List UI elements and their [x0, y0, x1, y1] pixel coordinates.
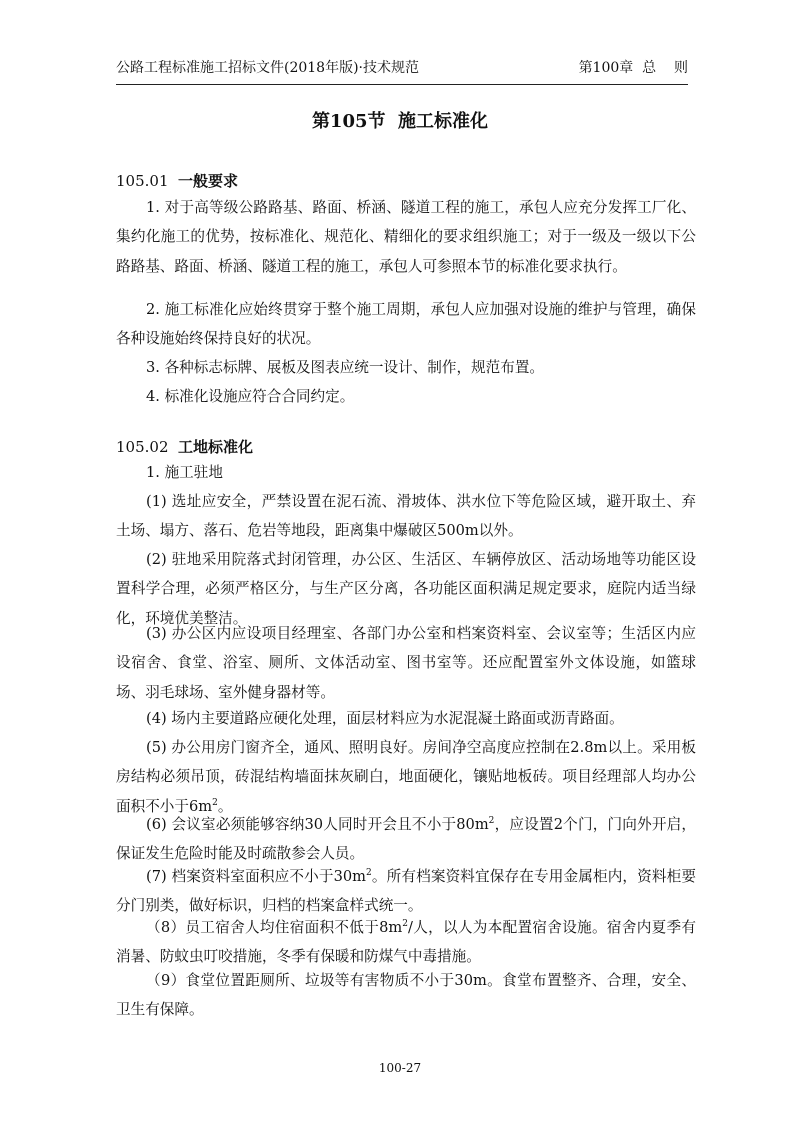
superscript: 2 [366, 868, 372, 879]
paragraph: 3. 各种标志标牌、展板及图表应统一设计、制作，规范布置。 [146, 359, 545, 376]
superscript: 2 [212, 797, 218, 808]
subheading: 1. 施工驻地 [146, 464, 223, 481]
header-document-title: 公路工程标准施工招标文件(2018年版)·技术规范 [116, 60, 420, 76]
paragraph: 1. 对于高等级公路路基、路面、桥涵、隧道工程的施工，承包人应充分发挥工厂化、集约化施工的优势，按标准化、规范化、精细化的要求组织施工；对于一级及一级以下公路路基、路面、桥涵、隧道工程的施工，承包人可参照本节的标准化要求执行。 [116, 199, 696, 275]
paragraph: （8）员工宿舍人均住宿面积不低于$8m^2/$人，以人为本配置宿舍设施。宿舍内夏季有消暑、防蚊虫叮咬措施，冬季有保暖和防煤气中毒措施。 [116, 919, 696, 966]
paragraph: (4) 场内主要道路应硬化处理，面层材料应为水泥混凝土路面或沥青路面。 [146, 710, 624, 727]
paragraph: (7) 档案资料室面积应不小于$30m^2$。所有档案资料宜保存在专用金属柜内，资料柜要分门别类，做好标识，归档的档案盒样式统一。 [116, 868, 696, 915]
section-number: 105.02 [116, 438, 169, 456]
paragraph: (1) 选址应安全，严禁设置在泥石流、滑坡体、洪水位下等危险区域，避开取土、弃土场、塌方、落石、危岩等地段，距离集中爆破区500m以外。 [116, 493, 696, 540]
section-heading-105-01 [116, 170, 238, 192]
paragraph: (5) 办公用房门窗齐全，通风、照明良好。房间净空高度应控制在2.8m以上。采用板房结构必须吊顶，砖混结构墙面抹灰刷白，地面硬化，镶贴地板砖。项目经理部人均办公面积不小于$6m^2$。 [116, 739, 696, 815]
header-chapter: 第100章 总 则 [578, 60, 688, 76]
paragraph: 4. 标准化设施应符合合同约定。 [146, 388, 355, 405]
paragraph: (2) 驻地采用院落式封闭管理，办公区、生活区、车辆停放区、活动场地等功能区设置科学合理，必须严格区分，与生产区分离，各功能区面积满足规定要求，庭院内适当绿化，环境优美整洁。 [116, 551, 696, 627]
paragraph: （9）食堂位置距厕所、垃圾等有害物质不小于30m。食堂布置整齐、合理，安全、卫生有保障。 [116, 972, 696, 1019]
section-heading-105-02 [116, 436, 253, 458]
header-divider [116, 84, 688, 85]
section-name: 工地标准化 [178, 438, 254, 456]
section-number: 105.01 [116, 172, 169, 190]
superscript: 2 [488, 816, 495, 827]
section-title: 第105节 施工标准化 [311, 111, 489, 132]
superscript: 2 [402, 919, 408, 930]
paragraph: (6) 会议室必须能够容纳30人同时开会且不小于$80m^2$，应设置2个门，门向外开启，保证发生危险时能及时疏散参会人员。 [116, 816, 696, 863]
paragraph: (3) 办公区内应设项目经理室、各部门办公室和档案资料室、会议室等；生活区内应设宿舍、食堂、浴室、厕所、文体活动室、图书室等。还应配置室外文体设施，如篮球场、羽毛球场、室外健身器材等。 [116, 625, 696, 701]
section-name: 一般要求 [178, 172, 239, 190]
running-header [116, 57, 688, 81]
page-number: 100-27 [378, 1061, 422, 1075]
paragraph: 2. 施工标准化应始终贯穿于整个施工周期，承包人应加强对设施的维护与管理，确保各种设施始终保持良好的状况。 [116, 301, 696, 348]
